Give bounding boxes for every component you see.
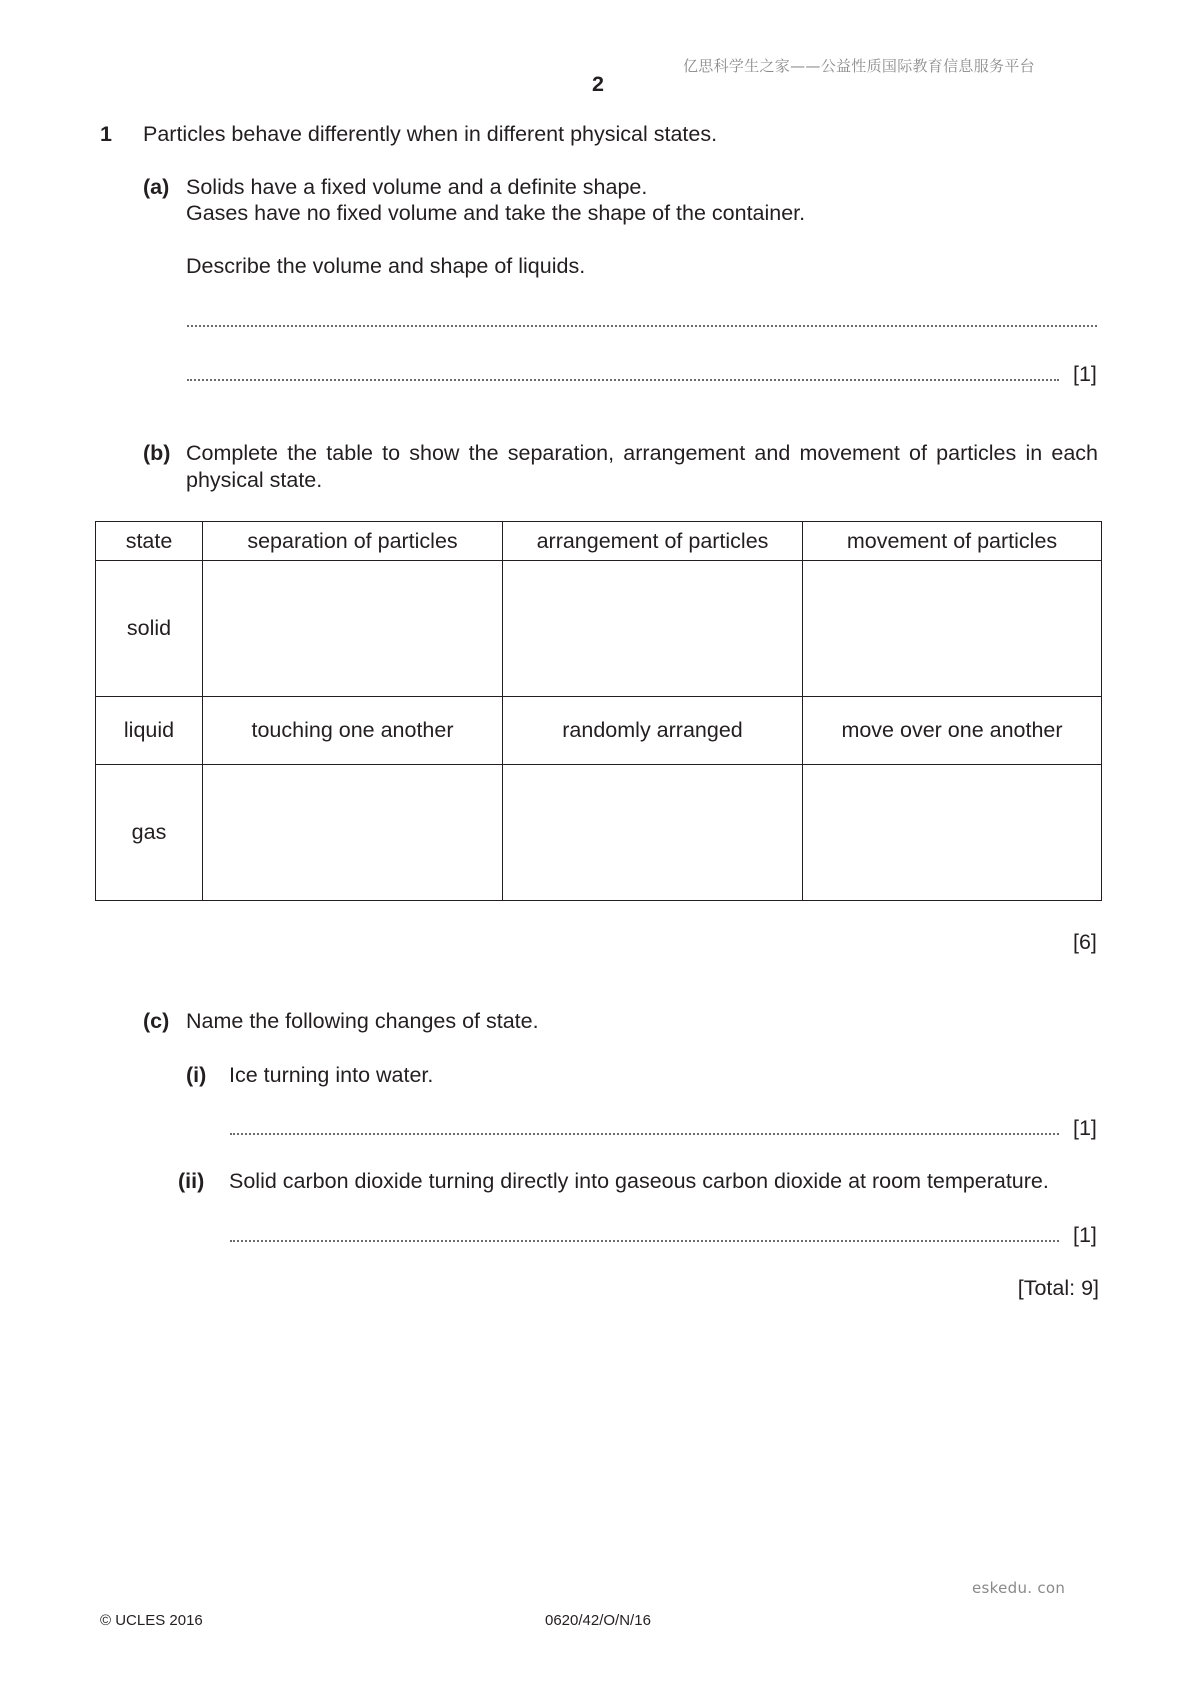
cell-solid-arrangement[interactable] <box>503 561 803 697</box>
part-b-line1: Complete the table to show the separation, arrangement and movement of particles in each <box>186 441 1098 465</box>
part-c-ii-marks: [1] <box>1073 1223 1097 1247</box>
table-row-liquid <box>96 697 1102 765</box>
part-b-label: (b) <box>143 441 171 465</box>
part-c-i-marks: [1] <box>1073 1116 1097 1140</box>
part-a-line2: Gases have no fixed volume and take the shape of the container. <box>186 201 806 225</box>
part-c-ii-label: (ii) <box>178 1169 205 1193</box>
question-stem: Particles behave differently when in different physical states. <box>143 122 718 146</box>
part-c-ii-text: Solid carbon dioxide turning directly into gaseous carbon dioxide at room temperature. <box>229 1169 1049 1193</box>
cell-solid-movement[interactable] <box>803 561 1102 697</box>
part-c-i-text: Ice turning into water. <box>229 1063 434 1087</box>
cell-state-gas: gas <box>96 765 203 901</box>
cell-state-solid: solid <box>96 561 203 697</box>
copyright: © UCLES 2016 <box>100 1612 203 1629</box>
part-c-i-answer-line[interactable] <box>230 1133 1059 1135</box>
total-marks: [Total: 9] <box>1017 1276 1099 1300</box>
part-c-label: (c) <box>143 1009 170 1033</box>
part-a-answer-line-2[interactable] <box>187 379 1059 381</box>
cell-gas-movement[interactable] <box>803 765 1102 901</box>
table-row-gas <box>96 765 1102 901</box>
part-b-line2: physical state. <box>186 468 323 492</box>
part-c-i-label: (i) <box>186 1063 207 1087</box>
states-table <box>95 521 1102 901</box>
part-c-prompt: Name the following changes of state. <box>186 1009 539 1033</box>
part-a-marks: [1] <box>1073 362 1097 386</box>
header-arrangement: arrangement of particles <box>503 522 803 561</box>
watermark-top: 亿思科学生之家——公益性质国际教育信息服务平台 <box>683 57 1035 75</box>
cell-liquid-arrangement: randomly arranged <box>503 697 803 765</box>
table-row-solid <box>96 561 1102 697</box>
header-separation: separation of particles <box>203 522 503 561</box>
watermark-bottom: eskedu. con <box>972 1579 1066 1597</box>
part-a-label: (a) <box>143 175 170 199</box>
page-number: 2 <box>592 72 604 96</box>
part-a-prompt: Describe the volume and shape of liquids. <box>186 254 586 278</box>
cell-liquid-separation: touching one another <box>203 697 503 765</box>
part-a-line1: Solids have a fixed volume and a definite shape. <box>186 175 648 199</box>
question-number: 1 <box>100 122 112 146</box>
header-state: state <box>96 522 203 561</box>
cell-liquid-movement: move over one another <box>803 697 1102 765</box>
cell-state-liquid: liquid <box>96 697 203 765</box>
part-c-ii-answer-line[interactable] <box>230 1240 1059 1242</box>
cell-gas-arrangement[interactable] <box>503 765 803 901</box>
cell-gas-separation[interactable] <box>203 765 503 901</box>
header-movement: movement of particles <box>803 522 1102 561</box>
table-header-row <box>96 522 1102 561</box>
cell-solid-separation[interactable] <box>203 561 503 697</box>
part-b-marks: [6] <box>1073 930 1097 954</box>
paper-code: 0620/42/O/N/16 <box>545 1612 651 1629</box>
part-a-answer-line-1[interactable] <box>187 325 1097 327</box>
